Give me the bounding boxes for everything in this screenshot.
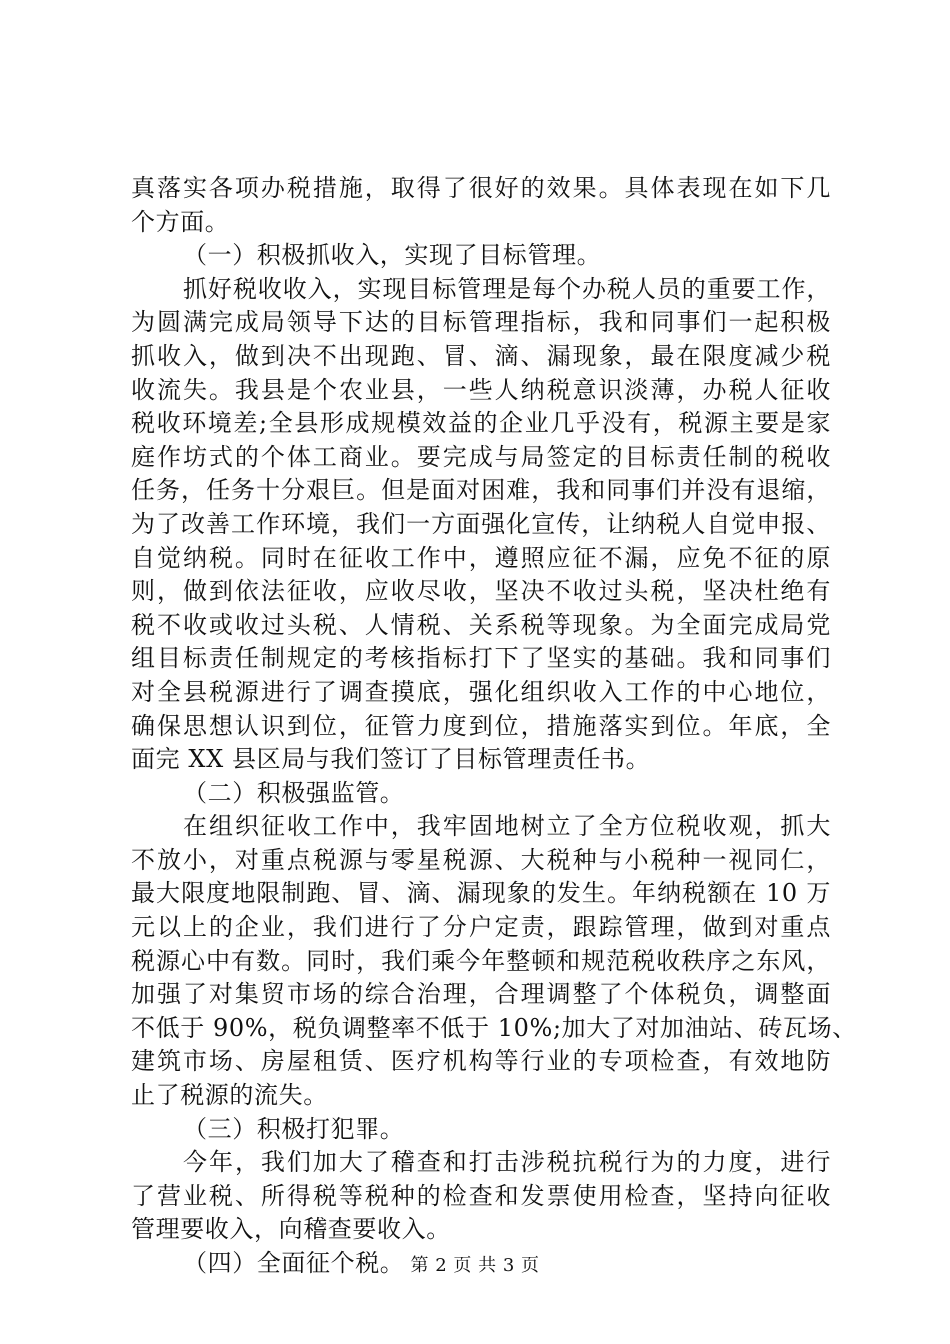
paragraph-first-line: 今年，我们加大了稽查和打击涉税抗税行为的力度，进行	[183, 1148, 831, 1177]
text-line: 最大限度地限制跑、冒、滴、漏现象的发生。年纳税额在 10 万	[131, 879, 831, 908]
text-line: 为圆满完成局领导下达的目标管理指标，我和同事们一起积极	[131, 308, 831, 337]
text-line: 元以上的企业，我们进行了分户定责，跟踪管理，做到对重点	[131, 913, 831, 942]
text-line: 则，做到依法征收，应收尽收，坚决不收过头税，坚决杜绝有	[131, 577, 831, 606]
text-line: 管理要收入，向稽查要收入。	[131, 1215, 451, 1244]
section-heading: （三）积极打犯罪。	[183, 1114, 405, 1143]
text-line: 抓收入，做到决不出现跑、冒、滴、漏现象，最在限度减少税	[131, 341, 831, 370]
text-line: 了营业税、所得税等税种的检查和发票使用检查，坚持向征收	[131, 1181, 831, 1210]
paragraph-first-line: 抓好税收收入，实现目标管理是每个办税人员的重要工作，	[183, 274, 831, 303]
text-line: 任务，任务十分艰巨。但是面对困难，我和同事们并没有退缩，	[131, 476, 831, 505]
text-line: 真落实各项办税措施，取得了很好的效果。具体表现在如下几	[131, 174, 831, 202]
text-line: 税不收或收过头税、人情税、关系税等现象。为全面完成局党	[131, 610, 831, 639]
text-line: 不低于 90%，税负调整率不低于 10%;加大了对加油站、砖瓦场、	[131, 1013, 857, 1042]
text-line: 收流失。我县是个农业县，一些人纳税意识淡薄，办税人征收	[131, 375, 831, 404]
text-line: 加强了对集贸市场的综合治理，合理调整了个体税负，调整面	[131, 980, 831, 1009]
text-line: 面完 XX 县区局与我们签订了目标管理责任书。	[131, 745, 651, 774]
document-body	[131, 172, 857, 1281]
text-line: 为了改善工作环境，我们一方面强化宣传，让纳税人自觉申报、	[131, 509, 831, 538]
text-line: 组目标责任制规定的考核指标打下了坚实的基础。我和同事们	[131, 644, 831, 673]
text-line: 庭作坊式的个体工商业。要完成与局签定的目标责任制的税收	[131, 442, 831, 471]
paragraph-first-line: 在组织征收工作中，我牢固地树立了全方位税收观，抓大	[183, 812, 831, 841]
text-line: 确保思想认识到位，征管力度到位，措施落实到位。年底，全	[131, 711, 831, 740]
text-line: 对全县税源进行了调查摸底，强化组织收入工作的中心地位，	[131, 677, 831, 706]
text-line: 税源心中有数。同时，我们乘今年整顿和规范税收秩序之东风，	[131, 946, 831, 975]
text-line: 税收环境差;全县形成规模效益的企业几乎没有，税源主要是家	[131, 409, 831, 438]
section-heading: （二）积极强监管。	[183, 778, 405, 807]
section-heading: （一）积极抓收入，实现了目标管理。	[183, 241, 602, 270]
text-line: 止了税源的流失。	[131, 1081, 328, 1110]
text-line: 建筑市场、房屋租赁、医疗机构等行业的专项检查，有效地防	[131, 1047, 831, 1076]
text-line: 不放小，对重点税源与零星税源、大税种与小税种一视同仁，	[131, 845, 831, 874]
page-number-footer: 第 2 页 共 3 页	[410, 1255, 540, 1276]
text-line: 自觉纳税。同时在征收工作中，遵照应征不漏，应免不征的原	[131, 543, 831, 572]
text-line: 个方面。	[131, 207, 230, 236]
section-heading: （四）全面征个税。	[183, 1249, 405, 1277]
